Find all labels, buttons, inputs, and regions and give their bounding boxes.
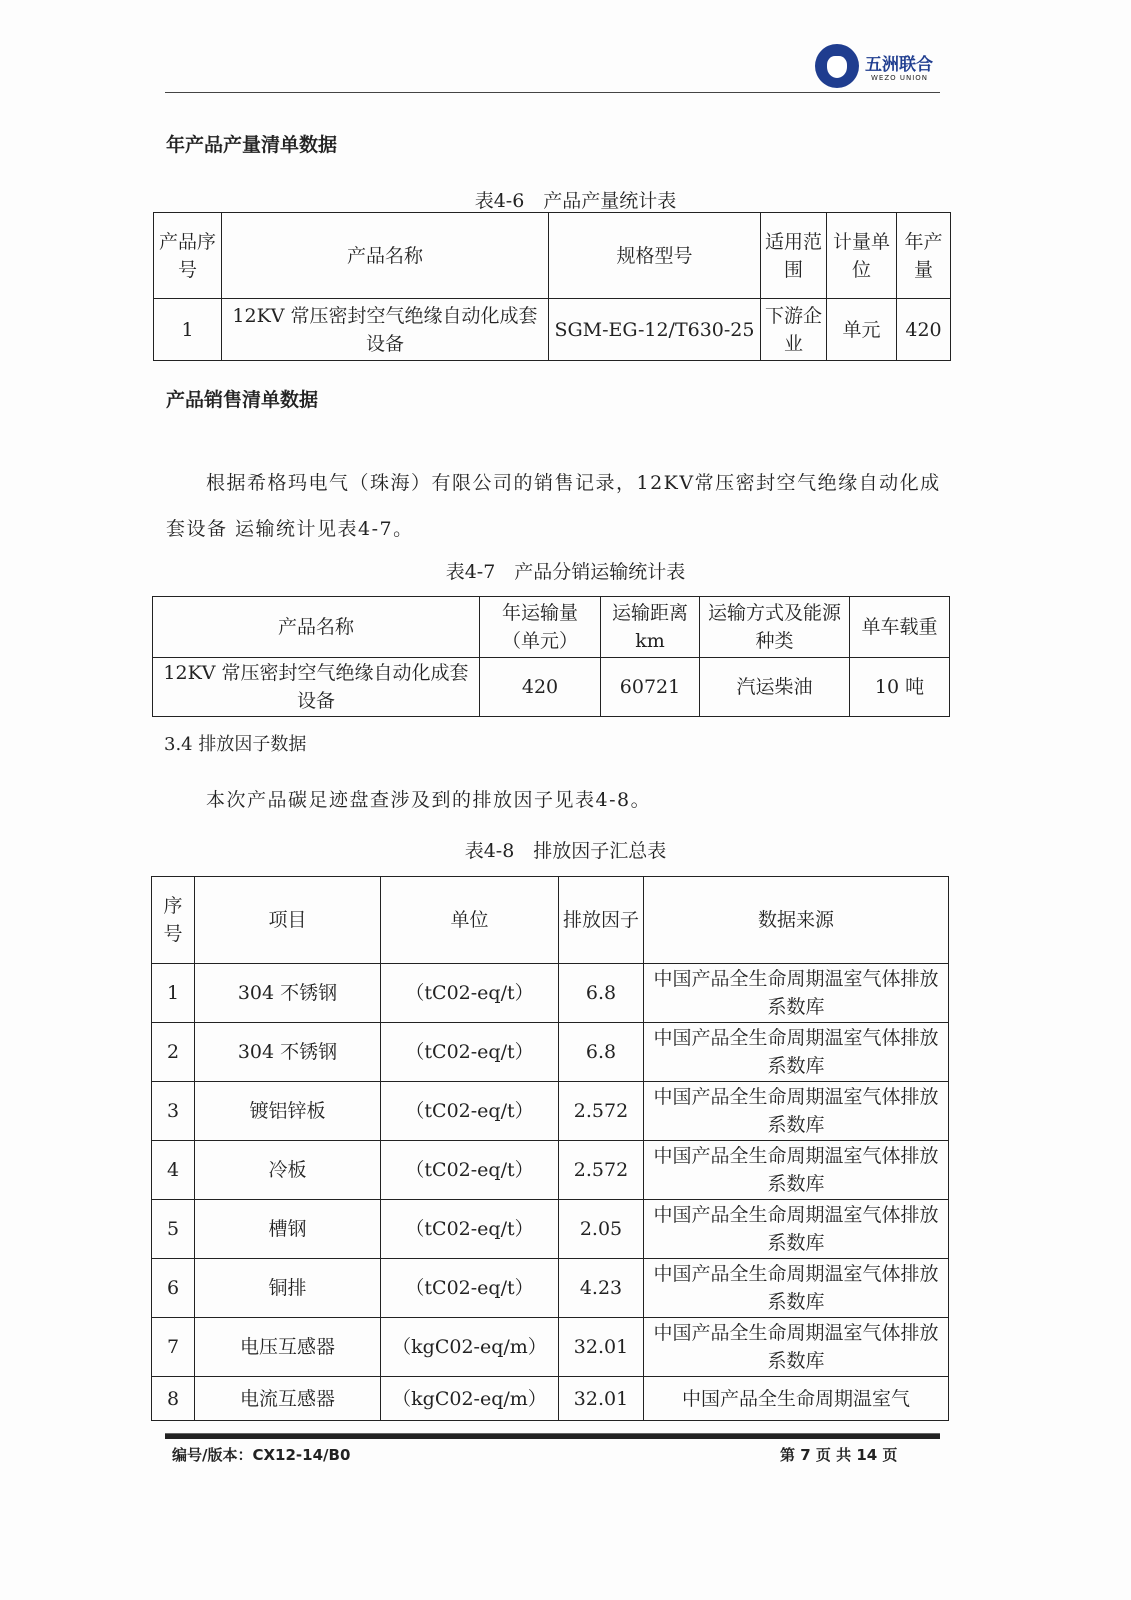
table-caption-4-7: 表4-7 产品分销运输统计表 — [445, 561, 686, 583]
table-cell: 槽钢 — [195, 1200, 381, 1259]
table-cell: 电流互感器 — [195, 1377, 381, 1421]
table-cell: 32.01 — [559, 1377, 644, 1421]
table-cell: 中国产品全生命周期温室气体排放系数库 — [644, 1141, 949, 1200]
emission-paragraph: 本次产品碳足迹盘查涉及到的排放因子见表4-8。 — [206, 789, 652, 811]
table-cell: SGM-EG-12/T630-25 — [549, 299, 761, 361]
table-cell: 2 — [152, 1023, 195, 1082]
table-cell: 汽运柴油 — [700, 658, 850, 717]
header-divider — [165, 92, 940, 93]
table-cell: 镀铝锌板 — [195, 1082, 381, 1141]
table-cell: 304 不锈钢 — [195, 964, 381, 1023]
logo-text-cn: 五洲联合 — [865, 55, 933, 75]
table-cell: 10 吨 — [850, 658, 950, 717]
table-cell: 60721 — [601, 658, 700, 717]
emission-factor-table — [151, 876, 949, 1421]
table-cell: （kgC02-eq/m） — [381, 1318, 559, 1377]
table-cell: 1 — [154, 299, 222, 361]
table-cell: 420 — [897, 299, 951, 361]
table-cell: 8 — [152, 1377, 195, 1421]
table-row — [152, 1200, 949, 1259]
table-cell: 2.572 — [559, 1082, 644, 1141]
header-cell: 单位 — [381, 877, 559, 964]
table-cell: 冷板 — [195, 1141, 381, 1200]
header-cell: 单车载重 — [850, 597, 950, 658]
table-cell: 中国产品全生命周期温室气体排放系数库 — [644, 1318, 949, 1377]
footer-divider — [165, 1433, 940, 1439]
table-cell: 7 — [152, 1318, 195, 1377]
header-cell: 产品序号 — [154, 213, 222, 299]
table-caption-4-6: 表4-6 产品产量统计表 — [474, 190, 677, 212]
table-cell: 中国产品全生命周期温室气 — [644, 1377, 949, 1421]
header-cell: 产品名称 — [222, 213, 549, 299]
table-cell: （tC02-eq/t） — [381, 1259, 559, 1318]
table-cell: 中国产品全生命周期温室气体排放系数库 — [644, 964, 949, 1023]
header-cell: 产品名称 — [153, 597, 480, 658]
header-cell: 序号 — [152, 877, 195, 964]
table-cell: （kgC02-eq/m） — [381, 1377, 559, 1421]
table-cell: 中国产品全生命周期温室气体排放系数库 — [644, 1259, 949, 1318]
header-cell: 排放因子 — [559, 877, 644, 964]
table-cell: 4.23 — [559, 1259, 644, 1318]
table-cell: 6 — [152, 1259, 195, 1318]
header-cell: 年运输量（单元） — [480, 597, 601, 658]
table-cell: 铜排 — [195, 1259, 381, 1318]
table-row — [154, 299, 951, 361]
table-cell: （tC02-eq/t） — [381, 1200, 559, 1259]
table-cell: 1 — [152, 964, 195, 1023]
table-cell: 304 不锈钢 — [195, 1023, 381, 1082]
header-cell: 适用范围 — [761, 213, 827, 299]
table-cell: 6.8 — [559, 1023, 644, 1082]
table-header-row — [153, 597, 950, 658]
section-title-production: 年产品产量清单数据 — [166, 134, 338, 156]
table-row — [152, 1318, 949, 1377]
table-cell: 12KV 常压密封空气绝缘自动化成套设备 — [153, 658, 480, 717]
table-cell: 中国产品全生命周期温室气体排放系数库 — [644, 1200, 949, 1259]
sales-paragraph: 根据希格玛电气（珠海）有限公司的销售记录，12KV常压密封空气绝缘自动化成套设备 运输统计见表4-7。 — [166, 472, 941, 540]
header-cell: 规格型号 — [549, 213, 761, 299]
distribution-table — [152, 596, 950, 717]
header-cell: 运输方式及能源种类 — [700, 597, 850, 658]
table-cell: （tC02-eq/t） — [381, 1082, 559, 1141]
table-header-row — [154, 213, 951, 299]
table-cell: 6.8 — [559, 964, 644, 1023]
table-cell: 下游企业 — [761, 299, 827, 361]
table-cell: 中国产品全生命周期温室气体排放系数库 — [644, 1082, 949, 1141]
table-cell: 电压互感器 — [195, 1318, 381, 1377]
table-cell: 4 — [152, 1141, 195, 1200]
section-title-emission: 3.4 排放因子数据 — [164, 734, 307, 755]
table-row — [152, 1023, 949, 1082]
table-row — [152, 1259, 949, 1318]
logo-text-en: WEZO UNION — [871, 74, 929, 82]
globe-lion-icon — [815, 44, 859, 88]
page-number: 第 7 页 共 14 页 — [780, 1446, 898, 1464]
header-cell: 计量单位 — [827, 213, 897, 299]
table-row — [152, 1377, 949, 1421]
table-cell: 单元 — [827, 299, 897, 361]
table-row — [152, 1082, 949, 1141]
production-table — [153, 212, 951, 361]
company-logo — [815, 44, 945, 92]
table-cell: 420 — [480, 658, 601, 717]
table-cell: 2.572 — [559, 1141, 644, 1200]
document-number: 编号/版本：CX12-14/B0 — [172, 1446, 351, 1464]
table-row — [153, 658, 950, 717]
table-row — [152, 964, 949, 1023]
table-cell: 5 — [152, 1200, 195, 1259]
table-caption-4-8: 表4-8 排放因子汇总表 — [464, 840, 667, 862]
table-cell: 12KV 常压密封空气绝缘自动化成套设备 — [222, 299, 549, 361]
header-cell: 项目 — [195, 877, 381, 964]
table-cell: 32.01 — [559, 1318, 644, 1377]
header-cell: 数据来源 — [644, 877, 949, 964]
header-cell: 年产量 — [897, 213, 951, 299]
table-cell: （tC02-eq/t） — [381, 964, 559, 1023]
table-row — [152, 1141, 949, 1200]
table-cell: 3 — [152, 1082, 195, 1141]
table-cell: 中国产品全生命周期温室气体排放系数库 — [644, 1023, 949, 1082]
table-cell: （tC02-eq/t） — [381, 1141, 559, 1200]
header-cell: 运输距离 km — [601, 597, 700, 658]
table-cell: （tC02-eq/t） — [381, 1023, 559, 1082]
table-cell: 2.05 — [559, 1200, 644, 1259]
section-title-sales: 产品销售清单数据 — [166, 389, 319, 411]
table-header-row — [152, 877, 949, 964]
